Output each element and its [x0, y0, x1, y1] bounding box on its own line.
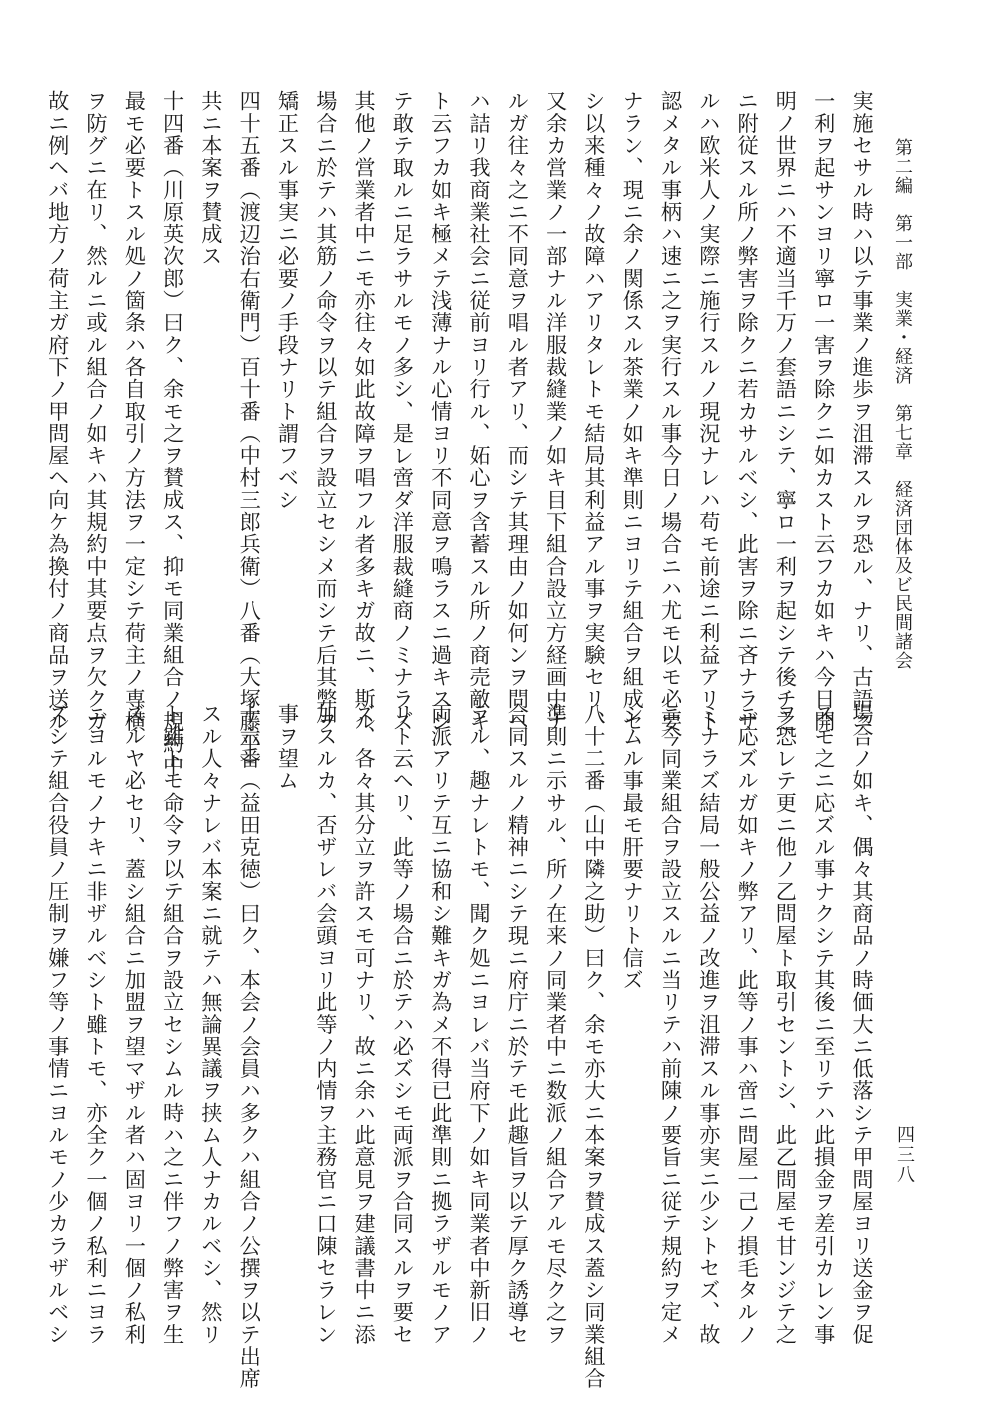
text-line: 場合ノ如キ、偶々其商品ノ時価大ニ低落シテ甲問屋ヨリ送金ヲ促: [850, 703, 875, 1346]
text-line: ミナラズ結局一般公益ノ改進ヲ沮滞スル事亦実ニ少シトセズ、故: [696, 703, 722, 1346]
text-line: 十四番（川原英次郎）曰ク、余モ之ヲ賛成ス、抑モ同業組合ノ規約中: [160, 90, 186, 777]
text-line: 八十二番（山中隣之助）曰ク、余モ亦大ニ本案ヲ賛成ス蓋シ同業組合: [581, 703, 607, 1390]
text-line: ヲ恐レテ更ニ他ノ乙問屋ト取引セントシ、此乙問屋モ甘ンジテ之: [773, 703, 799, 1346]
text-line: 実施セサル時ハ以テ事業ノ進歩ヲ沮滞スルヲ恐ル、ナリ、古語ニ: [850, 90, 875, 733]
text-line: 一利ヲ起サンヨリ寧ロ一害ヲ除クニ如カスト云フカ如キハ今日開: [811, 90, 837, 733]
page-number: 四三八: [894, 1125, 915, 1185]
text-line: 認メタル事柄ハ速ニ之ヲ実行スル事今日ノ場合ニハ尤モ以モ必要: [658, 90, 684, 733]
text-line: リト云ヘリ、此等ノ場合ニ於テハ必ズシモ両派ヲ合同スルヲ要セ: [390, 703, 416, 1346]
text-line: スル人々ナレバ本案ニ就テハ無論異議ヲ挟ム人ナカルベシ、然リ: [198, 703, 224, 1346]
text-line: 準則ニ示サル、所ノ在来ノ同業者中ニ数派ノ組合アルモ尽ク之ヲ: [543, 703, 569, 1346]
text-line: 事ヲ望ム: [275, 703, 301, 792]
text-line: 又余カ営業ノ一部ナル洋服裁縫業ノ如キ目下組合設立方経画中ナ: [543, 90, 569, 733]
text-line: テ敢テ取ルニ足ラサルモノ多シ、是レ啻ダ洋服裁縫商ノミナラズ: [390, 90, 416, 733]
text-line: 明ノ世界ニハ不適当千万ノ套語ニシテ、寧ロ一利ヲ起シテ後チ之: [773, 90, 799, 733]
text-line: 其他ノ営業者中ニモ亦往々如此故障ヲ唱フル者多キガ故ニ、斯ル: [352, 90, 378, 733]
text-line: ルガ往々之ニ不同意ヲ唱ル者アリ、而シテ其理由ノ如何ンヲ問ヘ: [505, 90, 531, 733]
text-line: ズルヤ必セリ、蓋シ組合ニ加盟ヲ望マザル者ハ固ヨリ一個ノ私利: [122, 703, 148, 1346]
text-line: 共ニ本案ヲ賛成ス: [198, 90, 224, 268]
text-line: 合同スルノ精神ニシテ現ニ府庁ニ於テモ此趣旨ヲ以テ厚ク誘導セ: [505, 703, 531, 1346]
text-line: ト云フカ如キ極メテ浅薄ナル心情ヨリ不同意ヲ鳴ラスニ過キスシ: [428, 90, 454, 733]
text-line: ラル、趣ナレトモ、聞ク処ニヨレバ当府下ノ如キ同業者中新旧ノ: [467, 703, 492, 1346]
running-title: 第二編 第一部 実業・経済 第七章 経済団体及ビ民間諸会: [892, 138, 913, 670]
text-line: 最モ必要トスル処ノ箇条ハ各自取引ノ方法ヲ一定シテ荷主ノ専横: [122, 90, 148, 733]
text-line: ニヨルモノナキニ非ザルベシト雖トモ、亦全ク一個ノ私利ニヨラ: [84, 703, 109, 1346]
text-line: ト雖トモ命令ヲ以テ組合ヲ設立セシムル時ハ之ニ伴フノ弊害ヲ生: [160, 703, 186, 1346]
text-line: 矯正スル事実ニ必要ノ手段ナリト謂フベシ: [275, 90, 301, 511]
text-line: ナラン、現ニ余ノ関係スル茶業ノ如キ準則ニヨリテ組合ヲ組成セ: [620, 90, 646, 733]
text-line: ルハ欧米人ノ実際ニ施行スルノ現況ナレハ苟モ前途ニ利益アリト: [696, 90, 722, 733]
text-line: ニ附従スル所ノ弊害ヲ除クニ若カサルベシ、此害ヲ除ニ吝ナラザ: [735, 90, 761, 733]
text-line: 加スルカ、否ザレバ会頭ヨリ此等ノ内情ヲ主務官ニ口陳セラレン: [313, 703, 339, 1346]
text-line: ズ、各々其分立ヲ許スモ可ナリ、故ニ余ハ此意見ヲ建議書中ニ添: [352, 703, 378, 1346]
text-line: 四十五番（渡辺治右衛門）百十番（中村三郎兵衛）八番（大塚藤平）: [237, 90, 263, 777]
text-line: 場合ニ於テハ其筋ノ命令ヲ以テ組合ヲ設立セシメ而シテ后其弊ヲ: [313, 90, 339, 733]
text-line: 両派アリテ互ニ協和シ難キガ為メ不得已此準則ニ拠ラザルモノア: [428, 703, 454, 1346]
text-line: ハ詰リ我商業社会ニ従前ヨリ行ル、妬心ヲ含蓄スル所ノ商売敵キ: [467, 90, 492, 733]
text-line: ズシテ組合役員ノ圧制ヲ嫌フ等ノ事情ニヨルモノ少カラザルベシ: [45, 703, 71, 1346]
text-line: シムル事最モ肝要ナリト信ズ: [620, 703, 646, 991]
text-line: シ以来種々ノ故障ハアリタレトモ結局其利益アル事ヲ実験セリ、: [581, 90, 607, 733]
text-line: 故ニ例ヘバ地方ノ荷主ガ府下ノ甲問屋ヘ向ケ為換付ノ商品ヲ送ル: [45, 90, 71, 733]
text-line: スモ之ニ応ズル事ナクシテ其後ニ至リテハ此損金ヲ差引カレン事: [811, 703, 837, 1346]
text-line: 十六番（益田克徳）曰ク、本会ノ会員ハ多クハ組合ノ公撰ヲ以テ出席: [237, 703, 263, 1390]
text-line: ヲ防グニ在リ、然ルニ或ル組合ノ如キハ其規約中其要点ヲ欠クガ: [84, 90, 109, 733]
text-line: ニ今同業組合ヲ設立スルニ当リテハ前陳ノ要旨ニ従テ規約ヲ定メ: [658, 703, 684, 1346]
text-line: ニ応ズルガ如キノ弊アリ、此等ノ事ハ啻ニ問屋一己ノ損毛タルノ: [735, 703, 761, 1346]
